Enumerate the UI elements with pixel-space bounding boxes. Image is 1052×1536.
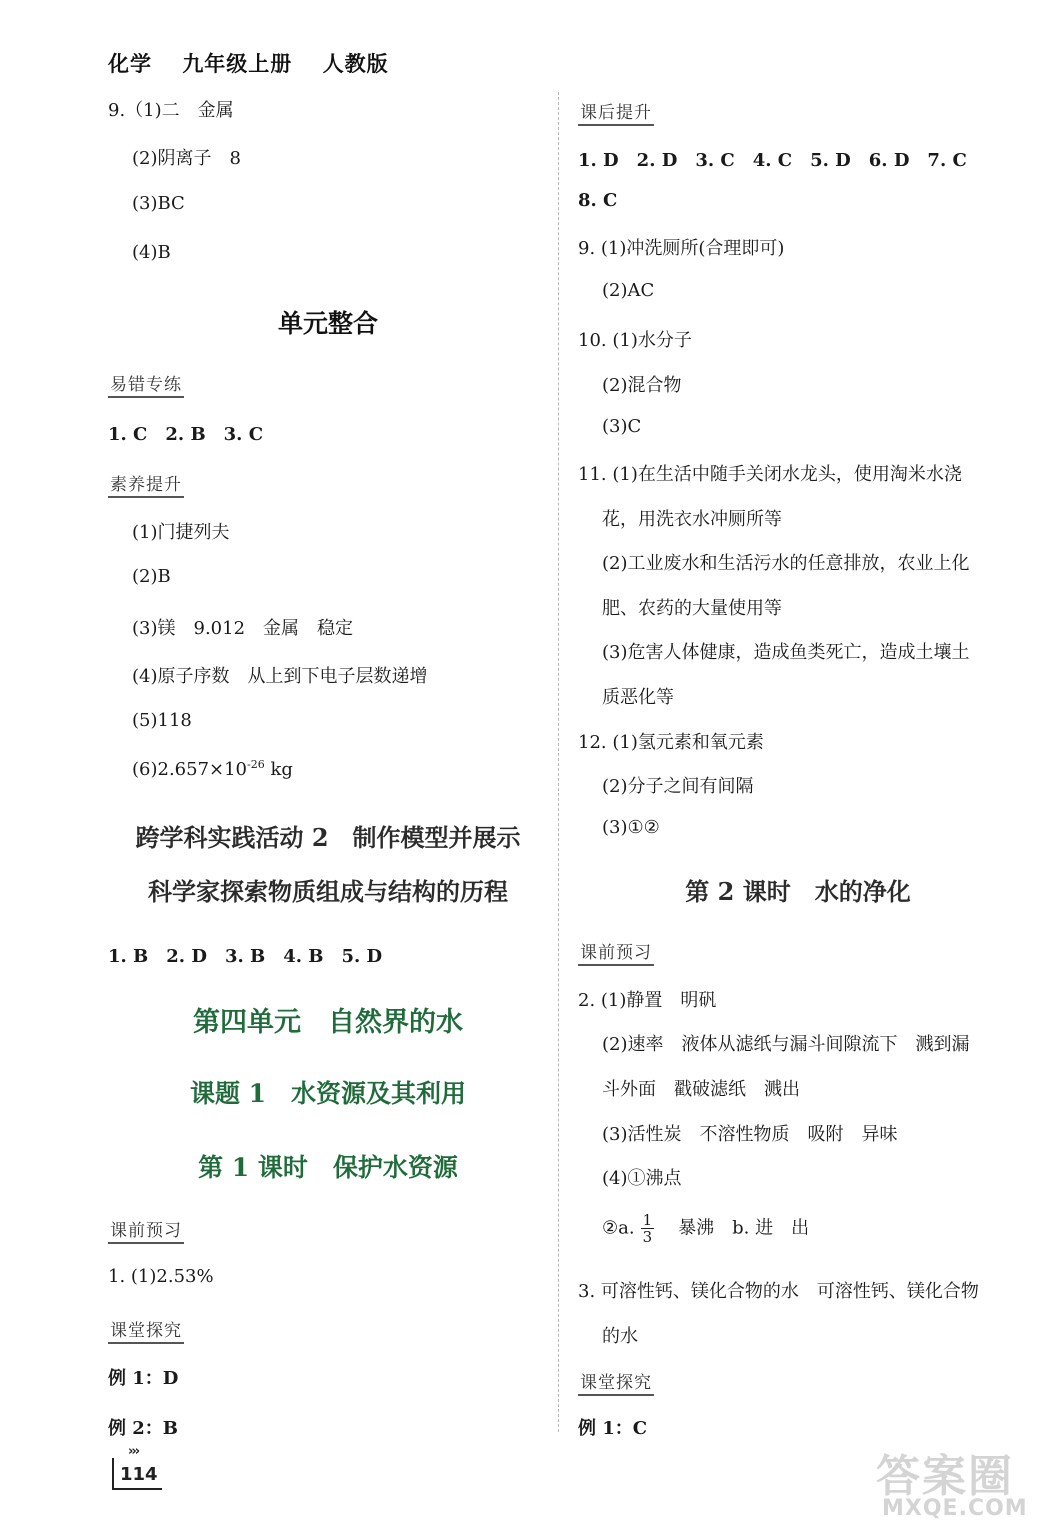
answer-line: (1)门捷列夫	[132, 522, 230, 543]
answer-line: (3)镁 9.012 金属 稳定	[132, 618, 354, 639]
answer-line: (2)AC	[602, 280, 655, 301]
answer-line: 9.（1)二 金属	[108, 100, 234, 121]
answer-line: 质恶化等	[602, 687, 674, 708]
unit-title: 第四单元 自然界的水	[193, 1007, 463, 1038]
answer-line: (2)B	[132, 566, 171, 587]
answer-line: 8. C	[578, 190, 618, 211]
topic-title: 课题 1 水资源及其利用	[189, 1079, 467, 1108]
answer-line: 例 2：B	[108, 1418, 179, 1439]
answer-line: 例 1：C	[578, 1418, 648, 1439]
sub-answer: 暴沸 b. 进 出	[660, 1217, 810, 1239]
answer-line: 斗外面 戳破滤纸 溅出	[602, 1079, 800, 1100]
answer-line: 3. 可溶性钙、镁化合物的水 可溶性钙、镁化合物	[578, 1281, 979, 1302]
answer-line: (2)混合物	[602, 375, 682, 396]
answer-line: (3)BC	[132, 193, 185, 214]
answer-line: (2)速率 液体从滤纸与漏斗间隙流下 溅到漏	[602, 1034, 970, 1055]
answer-line: (3)①②	[602, 817, 660, 838]
section-tag-preview: 课前预习	[578, 938, 654, 966]
answer-line: (4)①沸点	[602, 1168, 682, 1189]
section-tag-after: 课后提升	[578, 98, 654, 126]
page-number-text: 114	[120, 1464, 158, 1485]
answer-line: 1. (1)2.53%	[108, 1266, 214, 1287]
answer-line	[602, 1212, 809, 1245]
header-subject: 化学	[108, 52, 152, 76]
answer-line: 1. D 2. D 3. C 4. C 5. D 6. D 7. C	[578, 150, 967, 171]
page-number	[112, 1444, 162, 1490]
answer-line: (4)B	[132, 242, 171, 263]
answer-line: 1. C 2. B 3. C	[108, 424, 264, 445]
header-grade: 九年级上册	[182, 52, 293, 76]
header-edition: 人教版	[322, 52, 389, 76]
lesson-title: 第 2 课时 水的净化	[685, 877, 911, 906]
answer-line: 的水	[602, 1326, 638, 1347]
answer-line: 肥、农药的大量使用等	[602, 598, 782, 619]
answer-line: (2)阴离子 8	[132, 148, 241, 169]
section-tag-errors: 易错专练	[108, 370, 184, 398]
answer-line: 花，用洗衣水冲厕所等	[602, 509, 782, 530]
chevrons-right-icon: ›››	[128, 1444, 139, 1459]
section-tag-class: 课堂探究	[578, 1368, 654, 1396]
answer-line	[132, 758, 293, 780]
answer-line: (4)原子序数 从上到下电子层数递增	[132, 666, 428, 687]
section-tag-literacy: 素养提升	[108, 470, 184, 498]
answer-line: 9. (1)冲洗厕所(合理即可)	[578, 238, 785, 259]
answer-line: 1. B 2. D 3. B 4. B 5. D	[108, 946, 383, 967]
answer-line: (3)危害人体健康，造成鱼类死亡，造成土壤土	[602, 642, 970, 663]
answer-line: (2)工业废水和生活污水的任意排放，农业上化	[602, 553, 970, 574]
answer-line: 11. (1)在生活中随手关闭水龙头，使用淘米水浇	[578, 464, 962, 485]
answer-line: 2. (1)静置 明矾	[578, 990, 717, 1011]
watermark-url: MXQE.COM	[882, 1496, 1028, 1521]
answer-line: (2)分子之间有间隔	[602, 776, 754, 797]
page-header	[108, 48, 411, 78]
section-title-unit-integration: 单元整合	[277, 309, 378, 338]
answer-line: 12. (1)氢元素和氧元素	[578, 732, 764, 753]
answer-line: 例 1：D	[108, 1368, 179, 1389]
fraction-numerator: 1	[642, 1211, 653, 1229]
fraction-denominator: 3	[642, 1228, 653, 1246]
mass-unit: kg	[264, 759, 293, 780]
lesson-title: 第 1 课时 保护水资源	[198, 1153, 458, 1182]
mass-exponent: -26	[247, 758, 265, 771]
sub-label: ②a.	[602, 1217, 635, 1239]
column-divider	[558, 92, 559, 1432]
answer-line: (3)活性炭 不溶性物质 吸附 异味	[602, 1124, 898, 1145]
activity-title-line1: 跨学科实践活动 2 制作模型并展示	[135, 823, 521, 852]
mass-value: (6)2.657×10	[132, 759, 248, 780]
answer-line: 10. (1)水分子	[578, 330, 692, 351]
fraction	[641, 1212, 655, 1245]
activity-title-line2: 科学家探索物质组成与结构的历程	[148, 877, 508, 906]
section-tag-preview: 课前预习	[108, 1216, 184, 1244]
watermark	[868, 1440, 1038, 1530]
section-tag-class: 课堂探究	[108, 1316, 184, 1344]
answer-line: (5)118	[132, 710, 192, 731]
answer-line: (3)C	[602, 416, 642, 437]
watermark-logo-text: 答案圈	[876, 1451, 1014, 1502]
